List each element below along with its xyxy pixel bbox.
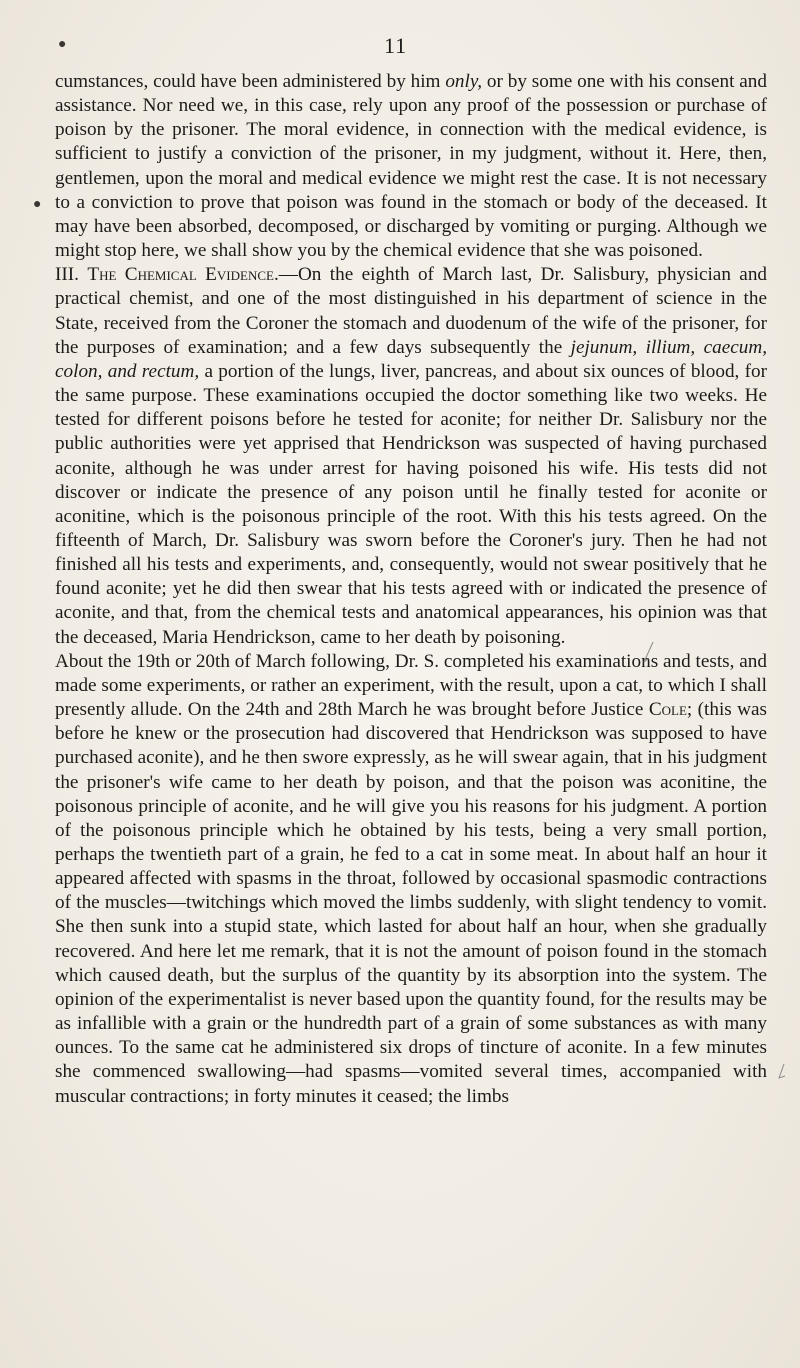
margin-pencil-mark (776, 1062, 788, 1082)
paragraph-2 (55, 263, 767, 650)
paragraph-3 (55, 650, 767, 1109)
proper-name: Cole (648, 699, 687, 721)
margin-pencil-mark (640, 640, 656, 666)
margin-dot-mark: ● (58, 37, 67, 52)
paragraph-text: a portion of the lungs, liver, pancreas, and about six ounces of blood, for the same purpose. These examinations occupied the doctor something like two weeks. He tested for different poisons before he tested for aconite; for neither Dr. Salisbury nor the public authorities were yet apprised that Hendrickson was suspected of having purchased aconite, although he was under arrest for having poisoned his wife. His tests did not discover or indicate the presence of any poison until he finally tested for aconite or aconitine, which is the poisonous principle of the root. With this his tests agreed. On the fifteenth of March, Dr. Salisbury was sworn before the Coroner's jury. Then he had not finished all his tests and experiments, and, consequently, would not swear positively that he found aconite; yet he did then swear that his tests agreed with or indicated the presence of aconite, and that, from the chemical tests and anatomical appearances, his opinion was that the deceased, Maria Hendrickson, came to her death by poisoning. (55, 360, 768, 648)
section-numeral: III. (55, 264, 88, 286)
paragraph-1 (55, 70, 767, 263)
section-heading: The Chemical Evidence. (87, 264, 279, 286)
body-text (55, 70, 767, 1109)
margin-dot-mark: ● (33, 197, 42, 212)
paragraph-text: About the 19th or 20th of March following, Dr. S. completed his examinations and tests, and made some experiments, or rather an experiment, with the result, upon a cat, to which I shall presently allude. On the 24th and 28th March he was brought before Justice (55, 650, 767, 721)
page-number: 11 (384, 33, 408, 58)
paragraph-text: —On the eighth of March last, Dr. Salisbury, physician and practical chemist, and one of the most distinguished in his department of science in the State, received from the Coroner the stomach and duodenum of the wife of the prisoner, for the purposes of examination; and a few days subsequently the (55, 264, 768, 358)
paragraph-text: ; (this was before he knew or the prosecution had discovered that Hendrickson was supposed to have purchased aconite), and he then swore expressly, as he will swear again, that in his judgment the prisoner's wife came to her death by poison, and that the poison was aconitine, the poisonous principle of aconite, and he will give you his reasons for his judgment. A portion of the poisonous principle which he obtained by his tests, being a very small portion, perhaps the twentieth part of a grain, he fed to a cat in some meat. In about half an hour it appeared affected with spasms in the throat, followed by occasional spasmodic contractions of the muscles—twitchings which moved the limbs suddenly, with slight tendency to vomit. She then sunk into a stupid state, which lasted for about half an hour, when she gradually recovered. And here let me remark, that it is not the amount of poison found in the stomach which caused death, but the surplus of the quantity by its absorption into the system. The opinion of the experimentalist is never based upon the quantity found, for the results may be as infallible with a grain or the hundredth part of a grain of some substances as with many ounces. To the same cat he administered six drops of tincture of aconite. In a few minutes she commenced swallowing—had spasms—vomited several times, accompanied with muscular contractions; in forty minutes it ceased; the limbs (55, 699, 767, 1107)
paragraph-text: or by some one with his consent and assistance. Nor need we, in this case, rely upon any proof of the possession or purchase of poison by the prisoner. The moral evidence, in connection with the medical evidence, is sufficient to justify a conviction of the prisoner, in my judgment, without it. Here, then, gentlemen, upon the moral and medical evidence we might rest the case. It is not necessary to a conviction to prove that poison was found in the stomach or body of the deceased. It may have been absorbed, decomposed, or discharged by vomiting or purging. Although we might stop here, we shall show you by the chemical evidence that she was poisoned. (55, 71, 767, 262)
emphasis: only, (445, 71, 483, 92)
paragraph-text: cumstances, could have been administered by him (55, 71, 446, 92)
emphasis: jejunum, illium, caecum, colon, and rectum, (55, 336, 767, 382)
